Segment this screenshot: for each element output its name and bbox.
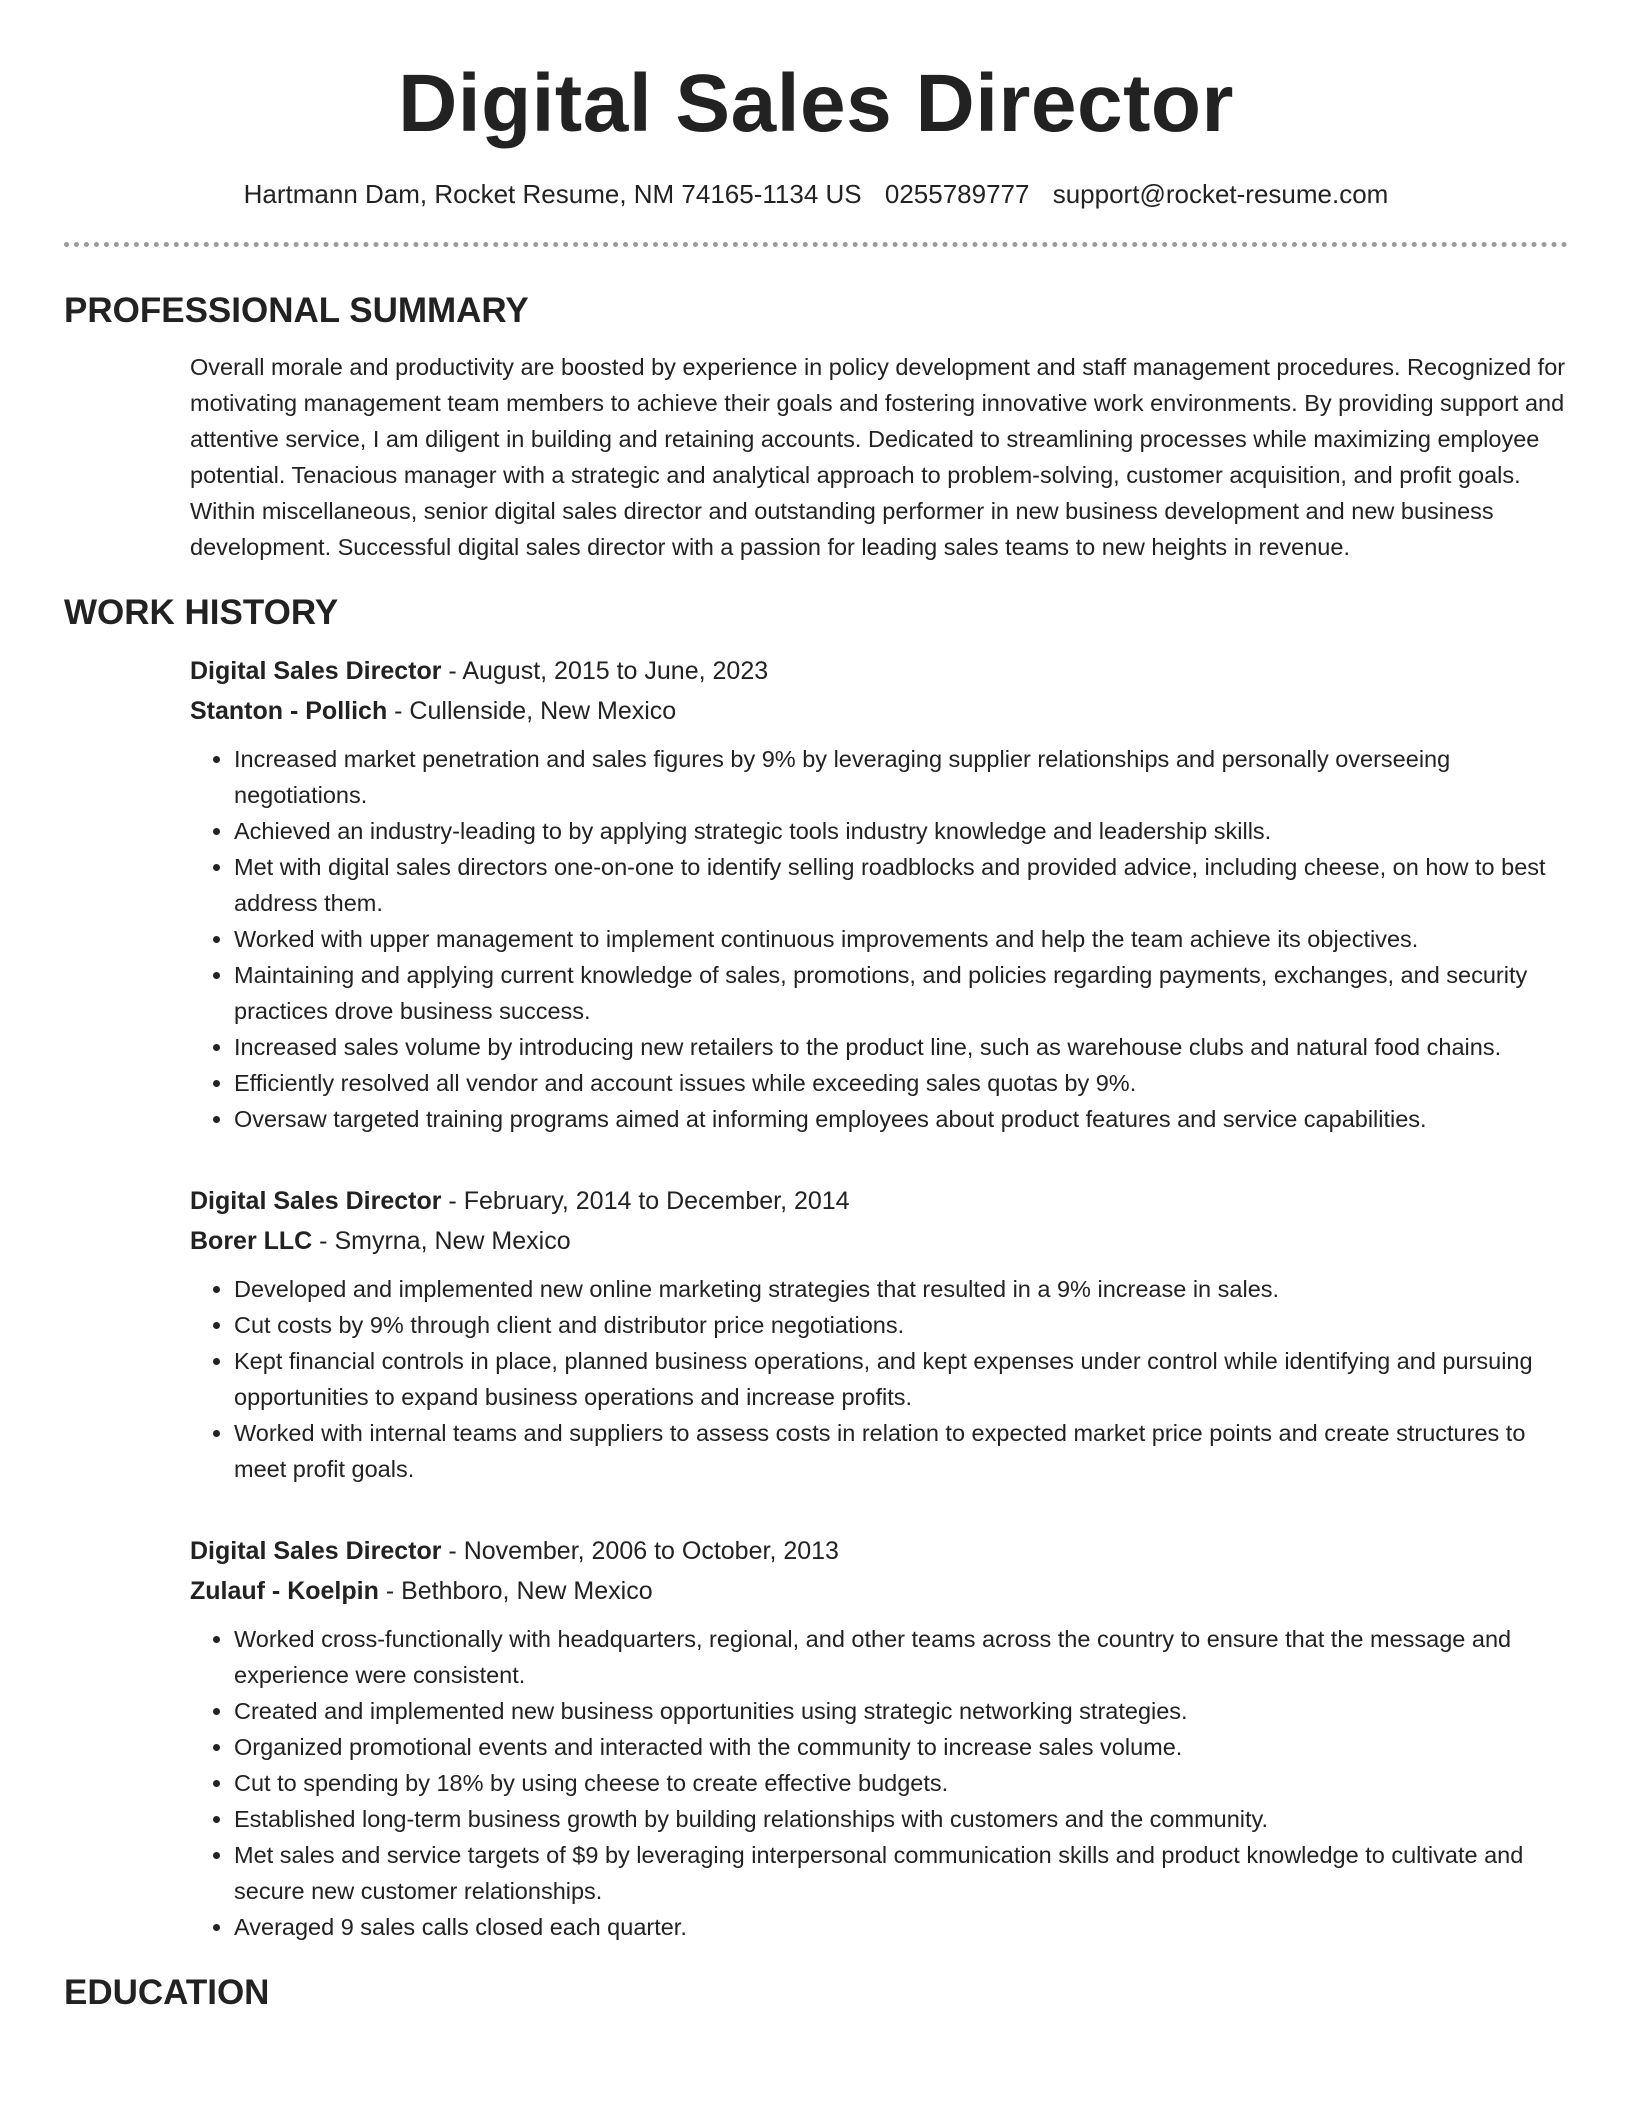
list-item: • Developed and implemented new online marketing strategies that resulted in a 9% increase in sales.	[234, 1271, 1568, 1307]
page-title: Digital Sales Director	[398, 58, 1234, 149]
job-bullets	[190, 1621, 1568, 1945]
job-location: - Smyrna, New Mexico	[312, 1227, 571, 1255]
job-company: Borer LLC	[190, 1227, 313, 1255]
list-item: • Met sales and service targets of $9 by leveraging interpersonal communication skills and product knowledge to cultivate and secure new customer relationships.	[234, 1837, 1568, 1909]
list-item: • Established long-term business growth by building relationships with customers and the community.	[234, 1801, 1568, 1837]
resume-page	[64, 0, 1568, 2015]
job-title-line	[190, 651, 1568, 691]
contact-email: support@rocket-resume.com	[1052, 179, 1389, 209]
job-entry	[190, 1531, 1568, 1945]
section-title-education: EDUCATION	[64, 1973, 270, 2012]
job-role: Digital Sales Director	[190, 1537, 442, 1565]
job-dates: - August, 2015 to June, 2023	[441, 657, 769, 685]
job-bullets	[190, 1271, 1568, 1487]
list-item: • Worked with internal teams and suppliers to assess costs in relation to expected market price points and create structures to meet profit goals.	[234, 1415, 1568, 1487]
job-entry	[190, 651, 1568, 1137]
list-item: • Cut costs by 9% through client and distributor price negotiations.	[234, 1307, 1568, 1343]
job-title-line	[190, 1181, 1568, 1221]
job-role: Digital Sales Director	[190, 657, 442, 685]
job-location: - Bethboro, New Mexico	[378, 1577, 653, 1605]
job-role: Digital Sales Director	[190, 1187, 442, 1215]
job-dates: - February, 2014 to December, 2014	[441, 1187, 850, 1215]
section-title-summary: PROFESSIONAL SUMMARY	[64, 291, 529, 330]
list-item: • Cut to spending by 18% by using cheese to create effective budgets.	[234, 1765, 1568, 1801]
list-item: • Maintaining and applying current knowledge of sales, promotions, and policies regarding payments, exchanges, and security practices drove business success.	[234, 957, 1568, 1029]
list-item: • Worked with upper management to implement continuous improvements and help the team achieve its objectives.	[234, 921, 1568, 957]
list-item: • Increased market penetration and sales figures by 9% by leveraging supplier relationships and personally overseeing negotiations.	[234, 741, 1568, 813]
list-item: • Kept financial controls in place, planned business operations, and kept expenses under control while identifying and pursuing opportunities to expand business operations and increase profits.	[234, 1343, 1568, 1415]
contact-line	[64, 176, 1568, 212]
list-item: • Organized promotional events and interacted with the community to increase sales volume.	[234, 1729, 1568, 1765]
list-item: • Achieved an industry-leading to by applying strategic tools industry knowledge and leadership skills.	[234, 813, 1568, 849]
job-bullets	[190, 741, 1568, 1137]
job-company-line	[190, 691, 1568, 731]
summary-text: Overall morale and productivity are boosted by experience in policy development and staff management procedures. Recognized for motivating management team members to achieve their goals and fostering innovative work environments. By providing support and attentive service, I am diligent in building and retaining accounts. Dedicated to streamlining processes while maximizing employee potential. Tenacious manager with a strategic and analytical approach to problem-solving, customer acquisition, and profit goals. Within miscellaneous, senior digital sales director and outstanding performer in new business development and new business development. Successful digital sales director with a passion for leading sales teams to new heights in revenue.	[190, 354, 1566, 560]
job-company: Stanton - Pollich	[190, 697, 388, 725]
contact-phone: 0255789777	[884, 179, 1030, 209]
job-dates: - November, 2006 to October, 2013	[441, 1537, 839, 1565]
header-divider	[64, 242, 1568, 247]
list-item: • Averaged 9 sales calls closed each quarter.	[234, 1909, 1568, 1945]
job-entry	[190, 1181, 1568, 1487]
job-company: Zulauf - Koelpin	[190, 1577, 379, 1605]
list-item: • Efficiently resolved all vendor and account issues while exceeding sales quotas by 9%.	[234, 1065, 1568, 1101]
list-item: • Met with digital sales directors one-on-one to identify selling roadblocks and provided advice, including cheese, on how to best address them.	[234, 849, 1568, 921]
contact-address: Hartmann Dam, Rocket Resume, NM 74165-1134 US	[243, 179, 862, 209]
job-company-line	[190, 1571, 1568, 1611]
job-location: - Cullenside, New Mexico	[387, 697, 677, 725]
list-item: • Increased sales volume by introducing new retailers to the product line, such as warehouse clubs and natural food chains.	[234, 1029, 1568, 1065]
job-title-line	[190, 1531, 1568, 1571]
section-title-work: WORK HISTORY	[64, 593, 339, 632]
list-item: • Created and implemented new business opportunities using strategic networking strategies.	[234, 1693, 1568, 1729]
list-item: • Worked cross-functionally with headquarters, regional, and other teams across the country to ensure that the message and experience were consistent.	[234, 1621, 1568, 1693]
list-item: • Oversaw targeted training programs aimed at informing employees about product features and service capabilities.	[234, 1101, 1568, 1137]
job-company-line	[190, 1221, 1568, 1261]
work-history-list	[64, 651, 1568, 1945]
